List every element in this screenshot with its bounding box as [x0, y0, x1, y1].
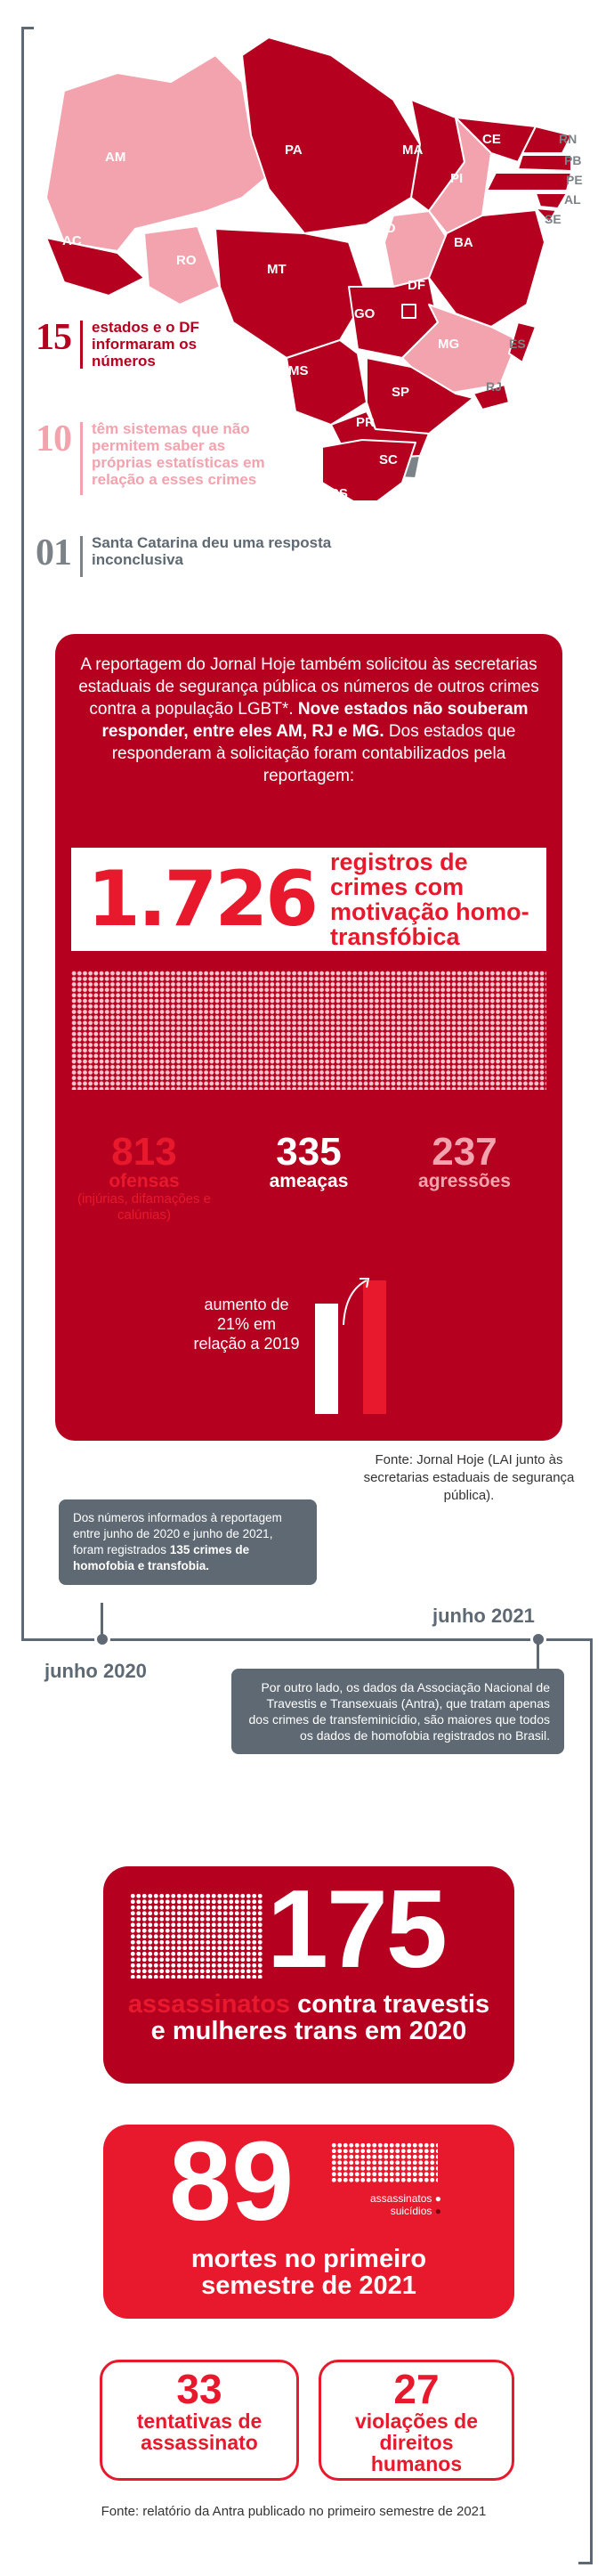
- map-label-MG: MG: [438, 337, 460, 352]
- map-label-AL: AL: [564, 192, 581, 207]
- map-label-PA: PA: [285, 142, 303, 158]
- cat-label: agressões: [418, 1171, 511, 1191]
- note1-text: Dos números informados à reportagem entre junho de 2020 e junho de 2021, foram registrados: [73, 1511, 282, 1556]
- violations-card: [319, 2360, 514, 2481]
- murders-value: 175: [267, 1868, 446, 1991]
- legend-murders: [370, 2192, 441, 2205]
- legend-num: 01: [36, 532, 71, 573]
- cat-value: 237: [432, 1130, 497, 1174]
- report-intro: [78, 654, 539, 787]
- legend-bar: [80, 321, 83, 369]
- legend-text: Santa Catarina deu uma resposta inconclusiva: [92, 534, 332, 568]
- timeline-stem-end: [537, 1638, 539, 1670]
- map-label-GO: GO: [354, 306, 376, 321]
- map-label-TO: TO: [377, 221, 396, 236]
- legend-bar: [80, 422, 83, 495]
- report-card: [55, 634, 562, 1441]
- legend-text: têm sistemas que não permitem saber as próprias estatísticas em relação a esses crimes: [92, 420, 265, 488]
- state-PE: [487, 173, 571, 191]
- murders-highlight: assassinatos: [127, 1990, 291, 2019]
- cat-label: ofensas: [109, 1171, 180, 1191]
- attempts-label: tentativas de assassinato: [136, 2409, 263, 2454]
- timeline-note-2: Por outro lado, os dados da Associação Nacional de Travestis e Transexuais (Antra), que tratam apenas dos crimes de transfeminicídio, são maiores que todos os dados de homofobia registrados no Brasil.: [231, 1669, 564, 1754]
- map-label-SE: SE: [545, 212, 561, 226]
- map-label-RS: RS: [329, 486, 348, 501]
- map-label-BA: BA: [454, 235, 473, 250]
- map-label-PB: PB: [564, 153, 582, 167]
- legend-item-no-system: [36, 420, 279, 495]
- cat-sub: (injúrias, difamações e calúnias): [77, 1191, 212, 1223]
- map-label-MT: MT: [267, 262, 287, 277]
- violations-label: violações de direitos humanos: [354, 2409, 479, 2475]
- state-MT: [215, 229, 367, 358]
- legend-num: 10: [36, 418, 71, 459]
- bar-2019: [315, 1304, 338, 1414]
- note1-bold: 135 crimes de homofobia e transfobia.: [73, 1543, 250, 1572]
- legend-item-inconclusive: [36, 534, 359, 577]
- map-label-DF: DF: [408, 278, 425, 293]
- report-intro-text-2: Dos estados que responderam à solicitação foram contabilizados pela reportagem:: [111, 722, 516, 785]
- legend-num: 15: [36, 317, 71, 358]
- total-value: 1.726: [87, 855, 317, 944]
- map-label-SP: SP: [392, 385, 410, 400]
- map-label-CE: CE: [482, 132, 501, 147]
- legend-suicides: [370, 2205, 441, 2217]
- total-label: registros de crimes com motivação homo-transfóbica: [330, 849, 529, 950]
- state-AM: [46, 55, 269, 251]
- source-2: Fonte: relatório da Antra publicado no primeiro semestre de 2021: [101, 2504, 487, 2519]
- legend-murders-dot: ●: [434, 2192, 441, 2205]
- timeline-line-right: [590, 1638, 593, 2564]
- cat-label: ameaças: [269, 1171, 349, 1191]
- map-label-PR: PR: [356, 415, 375, 430]
- map-label-PE: PE: [566, 173, 583, 187]
- cat-threats: [233, 1130, 384, 1191]
- timeline-line-bottom-tick: [578, 2562, 593, 2564]
- cat-assaults: [384, 1130, 545, 1191]
- state-DF: [402, 305, 416, 318]
- dot-grid: [71, 971, 546, 1090]
- map-label-PI: PI: [450, 171, 464, 186]
- deaths-legend: [370, 2192, 441, 2217]
- state-PB: [518, 155, 571, 171]
- murders-card: [103, 1866, 514, 2084]
- increase-text: aumento de 21% em relação a 2019: [193, 1296, 300, 1353]
- murders-dots: [130, 1893, 263, 1979]
- map-label-SC: SC: [379, 452, 398, 467]
- deaths-label: mortes no primeiro semestre de 2021: [190, 2245, 427, 2300]
- attempts-card: [100, 2360, 299, 2481]
- map-label-RJ: RJ: [486, 379, 502, 394]
- legend-item-informed: [36, 319, 207, 370]
- state-PA: [242, 37, 420, 233]
- increase-arrow-icon: [338, 1273, 374, 1327]
- map-label-RO: RO: [176, 253, 197, 268]
- map-label-ES: ES: [509, 337, 526, 351]
- legend-suicides-label: suicídios: [390, 2205, 432, 2217]
- murders-label: contra travestis e mulheres trans em 2020: [150, 1990, 490, 2045]
- timeline-line-left-top: [21, 27, 24, 1640]
- timeline-stem-start: [101, 1603, 103, 1638]
- cat-offenses: [64, 1130, 224, 1223]
- report-intro-text: A reportagem do Jornal Hoje também solicitou às secretarias estaduais de segurança pública os números de outros crimes contra a população LGBT*.: [78, 655, 539, 719]
- deaths-dots: [331, 2142, 438, 2183]
- map-label-MS: MS: [288, 363, 309, 378]
- legend-suicides-dot: ●: [434, 2205, 441, 2217]
- total-banner: [71, 848, 546, 951]
- violations-value: 27: [393, 2366, 440, 2412]
- legend-murders-label: assassinatos: [370, 2192, 432, 2205]
- timeline-note-1: [59, 1499, 317, 1585]
- state-AL: [536, 193, 567, 208]
- deaths-value: 89: [169, 2118, 295, 2244]
- map-label-AM: AM: [105, 150, 126, 165]
- map-label-MA: MA: [402, 142, 424, 158]
- source-1: Fonte: Jornal Hoje (LAI junto às secretarias estaduais de segurança pública).: [363, 1452, 575, 1503]
- timeline-line-top-tick: [21, 27, 34, 29]
- cat-value: 813: [111, 1130, 177, 1174]
- cat-value: 335: [276, 1130, 342, 1174]
- attempts-value: 33: [176, 2366, 222, 2412]
- report-intro-bold: Nove estados não souberam responder, entre eles AM, RJ e MG.: [101, 700, 529, 741]
- timeline-start-label: junho 2020: [44, 1660, 147, 1682]
- timeline-end-label: junho 2021: [432, 1605, 535, 1627]
- legend-text: estados e o DF informaram os números: [92, 319, 199, 370]
- legend-bar: [80, 536, 83, 577]
- map-label-AC: AC: [62, 233, 82, 248]
- deaths-card: [103, 2118, 514, 2319]
- map-label-RN: RN: [559, 132, 578, 146]
- murders-text: [121, 1991, 497, 2044]
